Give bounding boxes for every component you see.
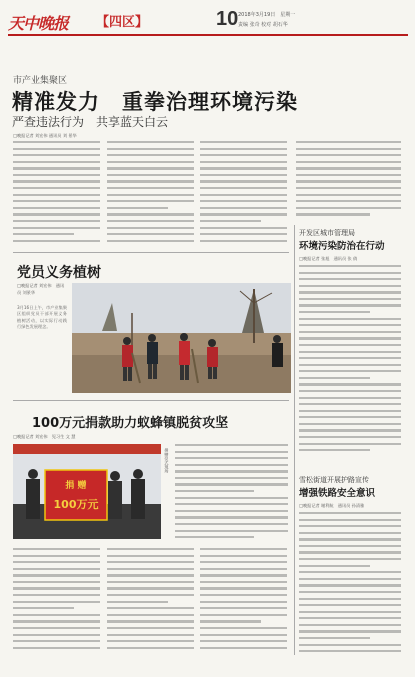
topic1-headline: 环境污染防治在行动 bbox=[299, 241, 385, 252]
donation-body-column-3 bbox=[107, 548, 194, 658]
donation-byline: □晚报记者 刘宏伟 见习生 文 慧 bbox=[13, 434, 76, 439]
donation-photo bbox=[13, 444, 161, 539]
topic1-byline: □晚报记者 张旭 通讯员 张 倩 bbox=[299, 256, 358, 261]
date-line: 2018年3月19日 星期一 bbox=[238, 12, 296, 18]
editor-line: 责编 张奇 校对 胡石华 bbox=[238, 22, 288, 28]
donation-body-column-4 bbox=[200, 548, 287, 658]
divider bbox=[13, 400, 289, 401]
section-label: 【四区】 bbox=[96, 15, 149, 30]
topic1-kicker: 开发区城市管理局 bbox=[299, 229, 355, 237]
topic2-body bbox=[299, 512, 401, 657]
donation-body-column-2 bbox=[13, 548, 100, 658]
masthead bbox=[8, 6, 408, 36]
donation-headline: 100万元捐款助力蚁蜂镇脱贫攻坚 bbox=[32, 416, 229, 431]
lead-headline: 精准发力 重拳治理环境污染 bbox=[12, 90, 298, 114]
donation-body-column-1 bbox=[175, 444, 288, 544]
divider bbox=[13, 252, 289, 253]
donation-banner-text: 捐 赠 bbox=[65, 481, 87, 491]
lead-kicker: 市产业集聚区 bbox=[13, 76, 68, 86]
lead-body-column-3 bbox=[200, 141, 287, 247]
volunteer-byline: □晚报记者 刘宏伟 通讯员 刘景华 bbox=[17, 283, 65, 295]
topic2-byline: □晚报记者 谢利航 通讯员 孙清雅 bbox=[299, 503, 365, 508]
lead-byline: □晚报记者 刘宏伟 通讯员 刘 景华 bbox=[13, 133, 77, 138]
lead-body-column-2 bbox=[107, 141, 194, 247]
tree-planting-photo bbox=[72, 283, 291, 393]
newspaper-logo: 天中晚报 bbox=[8, 14, 69, 33]
topic2-kicker: 雪松街道开展护路宣传 bbox=[299, 476, 369, 484]
donation-amount-text: 100万元 bbox=[53, 498, 99, 511]
lead-body-column-1 bbox=[13, 141, 100, 247]
volunteer-caption: 3月16日上午，市产业集聚区组织党员干部开展义务植树活动，以实际行动践行绿色发展理念。 bbox=[17, 305, 67, 330]
lead-subheadline: 严查违法行为 共享蓝天白云 bbox=[12, 115, 169, 129]
topic2-headline: 增强铁路安全意识 bbox=[299, 488, 376, 499]
donation-photo-caption: 捐赠仪式现场 bbox=[164, 448, 170, 474]
volunteer-headline: 党员义务植树 bbox=[17, 265, 101, 281]
column-divider bbox=[294, 225, 295, 655]
lead-body-column-4 bbox=[296, 141, 401, 221]
topic1-body bbox=[299, 265, 401, 460]
page-number: 10 bbox=[216, 8, 239, 30]
